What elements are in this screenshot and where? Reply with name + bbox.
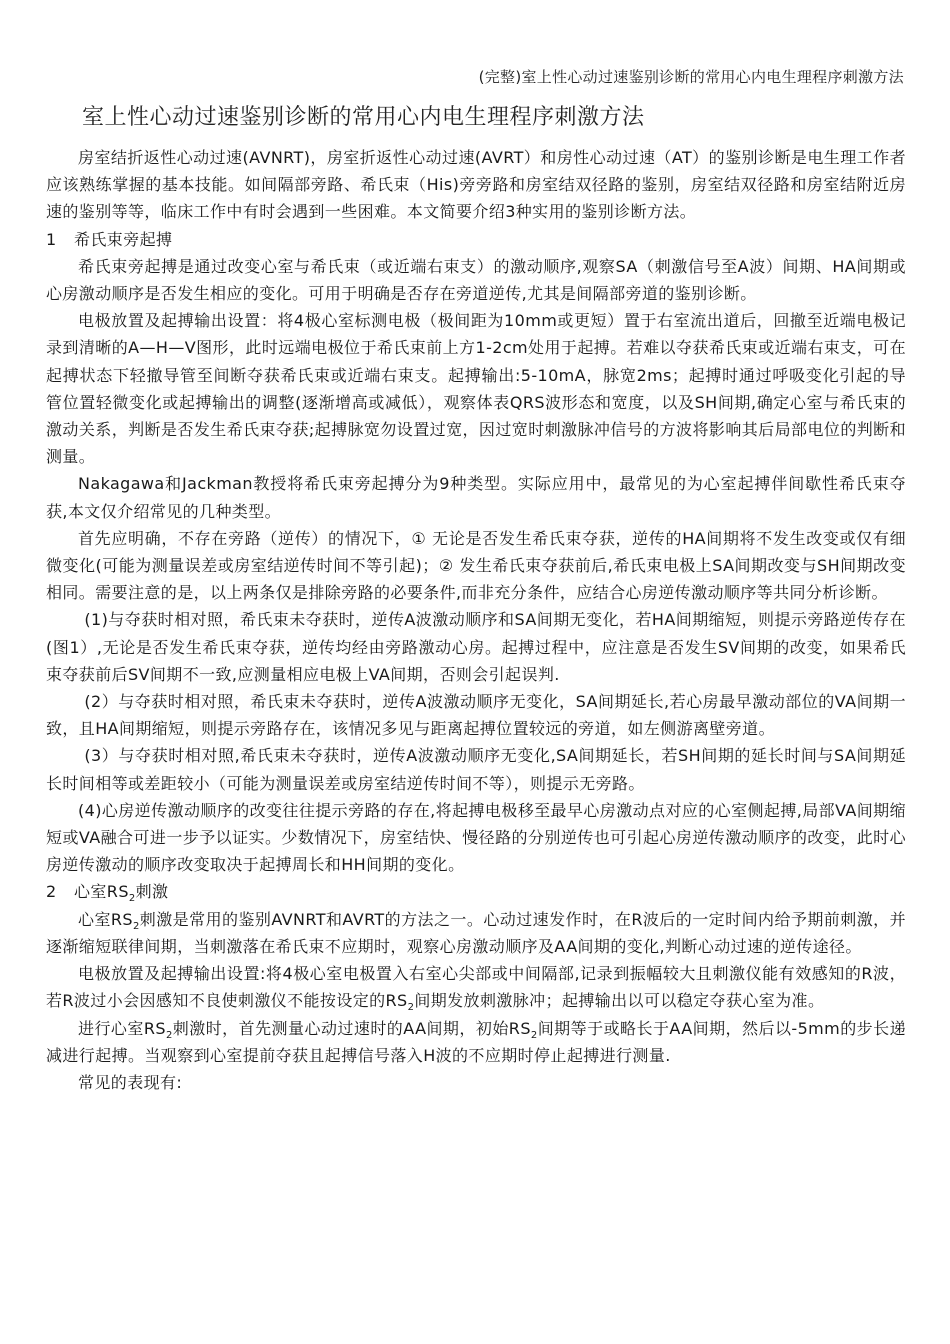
s2p2-subscript: 2 [407,1002,415,1014]
section-1-paragraph-1: 希氏束旁起搏是通过改变心室与希氏束（或近端右束支）的激动顺序,观察SA（刺激信号至A波）间期、HA间期或心房激动顺序是否发生相应的变化。可用于明确是否存在旁道逆传,尤其是间隔部旁道的鉴别诊断。 [46,256,906,304]
section-2-paragraph-1 [46,906,906,960]
s2p1-text-a: 心室RS [78,909,133,929]
s2p1-text-b: 刺激是常用的鉴别AVNRT和AVRT的方法之一。心动过速发作时，在R波后的一定时间内给予期前刺激，并逐渐缩短联律间期，当刺激落在希氏束不应期时，观察心房激动顺序及AA间期的变化,判断心动过速的逆传途径。 [46,909,906,956]
section-1-paragraph-4: 首先应明确，不存在旁路（逆传）的情况下，① 无论是否发生希氏束夺获，逆传的HA间期将不发生改变或仅有细微变化(可能为测量误差或房室结逆传时间不等引起)；② 发生希氏束夺获前后,希氏束电极上SA间期改变与SH间期改变相同。需要注意的是，以上两条仅是排除旁路的必要条件,而非充分条件，应结合心房逆传激动顺序等共同分析诊断。 [46,528,906,603]
section-1-item-4: (4)心房逆传激动顺序的改变往往提示旁路的存在,将起搏电极移至最早心房激动点对应的心室侧起搏,局部VA间期缩短或VA融合可进一步予以证实。少数情况下，房室结快、慢径路的分别逆传也可引起心房逆传激动顺序的改变，此时心房逆传激动的顺序改变取决于起搏周长和HH间期的变化。 [46,800,906,875]
section-1-item-1: (1)与夺获时相对照，希氏束未夺获时，逆传A波激动顺序和SA间期无变化，若HA间期缩短，则提示旁路逆传存在(图1）,无论是否发生希氏束夺获，逆传均经由旁路激动心房。起搏过程中，应注意是否发生SV间期的改变，如果希氏束夺获前后SV间期不一致,应测量相应电极上VA间期，否则会引起误判. [46,610,906,684]
document-body [46,144,906,1096]
section-2-title-suffix: 刺激 [135,882,169,902]
section-2-title-subscript: 2 [128,893,136,905]
s2p3-text-a: 进行心室RS [78,1018,166,1038]
running-header: (完整)室上性心动过速鉴别诊断的常用心内电生理程序刺激方法 [478,68,904,86]
s2p3-text-c: 间期等于或略长于AA间期，然后以-5mm的步长递减进行起搏。当观察到心室提前夺获且起搏信号落入H波的不应期时停止起搏进行测量. [46,1018,906,1065]
s2p1-subscript: 2 [132,920,140,932]
section-1-heading [46,226,906,253]
section-1-number: 1 [46,229,57,249]
document-title: 室上性心动过速鉴别诊断的常用心内电生理程序刺激方法 [82,105,645,130]
section-2-heading [46,878,906,905]
section-1-paragraph-2: 电极放置及起搏输出设置：将4极心室标测电极（极间距为10mm或更短）置于右室流出道后，回撤至近端电极记录到清晰的A—H—V图形，此时远端电极位于希氏束前上方1-2cm处用于起搏。若难以夺获希氏束或近端右束支，可在起搏状态下轻撤导管至间断夺获希氏束或近端右束支。起搏输出:5-10mA，脉宽2ms；起搏时通过呼吸变化引起的导管位置轻微变化或起搏输出的调整(逐渐增高或减低），观察体表QRS波形态和宽度，以及SH间期,确定心室与希氏束的激动关系，判断是否发生希氏束夺获;起搏脉宽勿设置过宽，因过宽时刺激脉冲信号的方波将影响其后局部电位的判断和测量。 [46,311,906,467]
section-2-paragraph-2 [46,960,906,1014]
section-1-item-3: (3）与夺获时相对照,希氏束未夺获时，逆传A波激动顺序无变化,SA间期延长，若SH间期的延长时间与SA间期延长时间相等或差距较小（可能为测量误差或房室结逆传时间不等），则提示无旁路。 [46,746,906,793]
section-1-paragraph-3: Nakagawa和Jackman教授将希氏束旁起搏分为9种类型。实际应用中，最常见的为心室起搏伴间歇性希氏束夺获,本文仅介绍常见的几种类型。 [46,474,906,521]
section-1-title: 希氏束旁起搏 [74,229,173,249]
section-2-paragraph-3 [46,1015,906,1069]
s2p2-text-a: 电极放置及起搏输出设置:将4极心室电极置入右室心尖部或中间隔部,记录到振幅较大且刺激仪能有效感知的R波，若R波过小会因感知不良使刺激仪不能按设定的RS [46,964,906,1011]
section-2-number: 2 [46,882,57,902]
s2p3-text-b: 刺激时，首先测量心动过速时的AA间期，初始RS [172,1018,531,1038]
s2p2-text-b: 间期发放刺激脉冲；起搏输出以可以稳定夺获心室为准。 [414,991,825,1011]
section-2-paragraph-4: 常见的表现有: [78,1072,183,1092]
section-1-item-2: (2）与夺获时相对照，希氏束未夺获时，逆传A波激动顺序无变化，SA间期延长,若心房最早激动部位的VA间期一致，且HA间期缩短，则提示旁路存在，该情况多见与距离起搏位置较远的旁道，如左侧游离壁旁道。 [46,692,906,739]
s2p3-subscript-2: 2 [530,1029,538,1041]
s2p3-subscript-1: 2 [165,1029,173,1041]
section-2-title-prefix: 心室RS [74,882,129,902]
intro-paragraph: 房室结折返性心动过速(AVNRT)，房室折返性心动过速(AVRT）和房性心动过速（AT）的鉴别诊断是电生理工作者应该熟练掌握的基本技能。如间隔部旁路、希氏束（His)旁旁路和房室结双径路的鉴别，房室结双径路和房室结附近房速的鉴别等等，临床工作中有时会遇到一些困难。本文简要介绍3种实用的鉴别诊断方法。 [46,148,906,222]
